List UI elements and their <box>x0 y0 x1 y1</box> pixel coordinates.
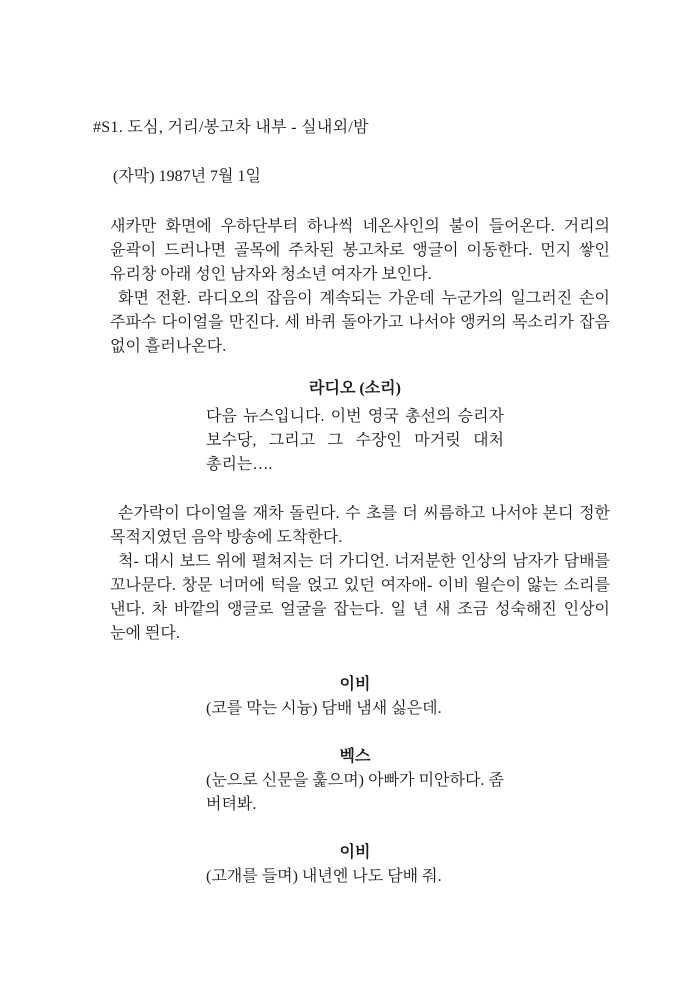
dialogue-text-bex: (눈으로 신문을 훑으며) 아빠가 미안하다. 좀 버텨봐. <box>206 772 504 813</box>
action-paragraph-1: 새카만 화면에 우하단부터 하나씩 네온사인의 불이 들어온다. 거리의 윤곽이 드러나면 골목에 주차된 봉고차로 앵글이 이동한다. 먼지 쌓인 유리창 아래 성인 남자와 청소년 여자가 보인다. <box>110 218 610 283</box>
action-paragraph-2: 화면 전환. 라디오의 잡음이 계속되는 가운데 누군가의 일그러진 손이 주파수 다이얼을 만진다. 세 바퀴 돌아가고 나서야 앵커의 목소리가 잡음 없이 흘러나온다. <box>110 290 610 355</box>
dialogue-block-evey-1 <box>206 673 504 721</box>
scene-heading: #S1. 도심, 거리/봉고차 내부 - 실내외/밤 <box>93 119 369 136</box>
character-name-bex: 벡스 <box>339 748 371 765</box>
dialogue-block-radio <box>206 377 504 477</box>
action-paragraph-3: 손가락이 다이얼을 재차 돌린다. 수 초를 더 씨름하고 나서야 본디 정한 목적지였던 음악 방송에 도착한다. <box>110 505 610 546</box>
subtitle-caption: (자막) 1987년 7월 1일 <box>113 168 261 185</box>
dialogue-block-bex <box>206 745 504 817</box>
action-paragraph-4: 척- 대시 보드 위에 펼쳐지는 더 가디언. 너저분한 인상의 남자가 담배를 꼬나문다. 창문 너머에 턱을 얹고 있던 여자애- 이비 윌슨이 앓는 소리를 낸다. 차 바깥의 앵글로 얼굴을 잡는다. 일 년 새 조금 성숙해진 인상이 눈에 띈다. <box>110 553 610 642</box>
dialogue-text-evey-2: (고개를 들며) 내년엔 나도 담배 줘. <box>206 868 442 885</box>
dialogue-text-radio: 다음 뉴스입니다. 이번 영국 총선의 승리자 보수당, 그리고 그 수장인 마거릿 대처 총리는…. <box>206 408 504 473</box>
dialogue-block-evey-2 <box>206 841 504 889</box>
dialogue-text-evey-1: (코를 막는 시늉) 담배 냄새 싫은데. <box>206 700 442 717</box>
character-name-evey: 이비 <box>339 676 371 693</box>
character-name-evey-2: 이비 <box>339 844 371 861</box>
character-name-radio: 라디오 (소리) <box>309 380 401 397</box>
